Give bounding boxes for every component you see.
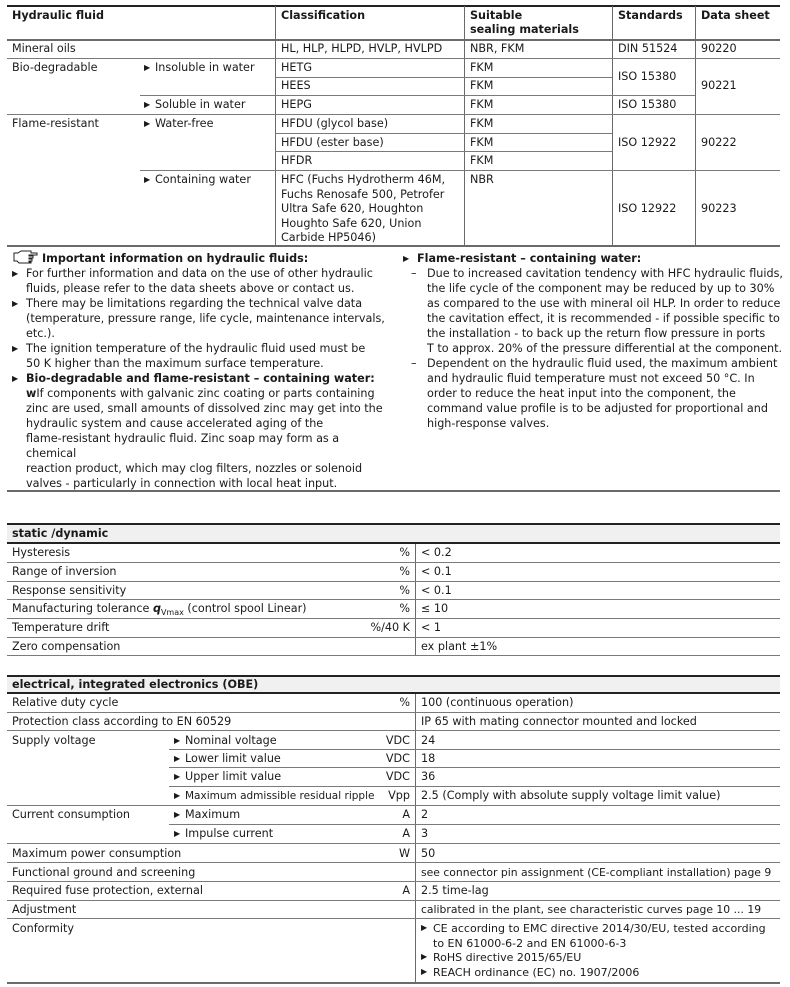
text-line: the installation - to back up the return flow pressure in ports [427,327,766,340]
arrow-icon: ▶ [174,754,181,763]
divider [275,133,612,134]
column-divider [275,6,276,246]
divider [7,843,780,844]
arrow-icon: ▶ [12,344,19,353]
row-unit: A [402,884,410,897]
text-line: Carbide HP5046) [281,231,377,244]
row-value: < 0.2 [421,546,452,559]
hfdu-ester-classification: HFDU (ester base) [281,136,384,149]
text-line: Containing water [155,173,251,186]
text-line: Lower limit value [185,752,281,765]
divider [7,490,780,492]
divider [7,655,780,656]
hepg-classification: HEPG [281,98,312,111]
row-value: 3 [421,827,429,840]
row-unit: Vpp [388,789,410,802]
divider [7,637,780,638]
arrow-icon: ▶ [403,254,410,263]
hfdr-classification: HFDR [281,154,313,167]
row-label: Current consumption [12,808,131,821]
text-line: flame-resistant hydraulic fluid. Zinc soap may form as a chemical [26,432,340,460]
hfdr-sealing: FKM [470,154,494,167]
text-line: the cavitation effect, it is recommended - if possible specific to [427,312,780,325]
row-label: Protection class according to EN 60529 [12,715,232,728]
arrow-icon: ▶ [421,966,428,976]
divider [7,918,780,919]
row-unit: VDC [385,734,410,747]
divider [7,982,780,984]
divider [169,749,780,750]
conformity-list [421,922,766,980]
row-value: 50 [421,847,436,860]
text-line: Impulse current [185,827,274,840]
hfc-classification [281,173,445,246]
text-line [421,966,766,981]
row-label: Required fuse protection, external [12,884,203,897]
row-value: ≤ 10 [421,602,449,615]
arrow-icon: ▶ [174,829,181,838]
text-line: Insoluble in water [155,61,255,74]
text-line: w [26,387,37,400]
row-value: see connector pin assignment (CE-compliant installation) page 9 [421,866,772,879]
row-mineral-oils: Mineral oils [12,42,76,55]
hepg-sealing: FKM [470,98,494,111]
text-line [26,386,392,401]
text-line: Fuchs Renosafe 500, Petrofer [281,187,445,201]
row-value: 2.5 time-lag [421,884,489,897]
hetg-sealing: FKM [470,61,494,74]
text-line: to EN 61000-6-2 and EN 61000-6-3 [433,936,627,950]
row-value: 100 (continuous operation) [421,696,574,709]
header-classification: Classification [281,9,366,22]
note-item [12,296,392,341]
note-item [12,266,392,296]
text-line [421,951,766,966]
text-line [14,251,37,263]
text-line: command value profile is to be adjusted for proportional and [427,402,768,415]
column-divider [464,6,465,246]
row-unit: % [399,696,410,709]
divider [7,618,780,619]
text-line: Upper limit value [185,770,282,783]
row-bio-degradable: Bio-degradable [12,61,98,74]
divider [169,767,780,768]
divider [7,58,780,59]
row-label: Conformity [12,922,74,935]
hetg-classification: HETG [281,61,312,74]
row-value: IP 65 with mating connector mounted and locked [421,715,697,728]
hfdu-glycol-sealing: FKM [470,117,494,130]
arrow-icon: ▶ [421,952,428,961]
row-value: 24 [421,734,436,747]
text-line: Manufacturing tolerance [12,602,153,615]
bio-insoluble-label [144,61,255,76]
divider [169,786,780,787]
text-line: Bio-degradable and flame-resistant – containing water: [26,372,375,385]
text-line: high-response valves. [427,417,550,430]
divider [275,151,612,152]
text-line: RoHS directive 2015/65/EU [433,951,582,964]
text-line: For further information and data on the use of other hydraulic [26,267,373,280]
row-value: < 0.1 [421,584,452,597]
row-label: Adjustment [12,903,77,916]
text-line: reaction product, which may clog filters, nozzles or solenoid [26,462,363,475]
text-line: zinc are used, small amounts of dissolved zinc may get into the [26,402,383,415]
text-line: Important information on hydraulic fluids: [42,252,309,265]
divider [275,77,612,78]
row-value: < 0.1 [421,565,452,578]
row-unit: % [399,565,410,578]
flame-water-label [144,173,251,188]
row-unit: % [399,602,410,615]
hfc-sheet: 90223 [701,202,737,215]
arrow-icon: ▶ [174,810,181,819]
text-line: Soluble in water [155,98,246,111]
sub-label [174,808,240,823]
text-line: (temperature, pressure range, life cycle, maintenance intervals, [26,312,385,325]
row-unit: % [399,546,410,559]
divider [7,114,780,115]
mineral-sheet: 90220 [701,42,737,55]
row-value: calibrated in the plant, see characteristic curves page 10 ... 19 [421,903,762,916]
column-divider [415,544,416,656]
header-sealing-2: sealing materials [470,23,579,36]
hees-classification: HEES [281,79,311,92]
text-line: Ultra Safe 620, Houghton [281,202,424,215]
text-line: valves - particularly in connection with local heat input. [26,477,338,490]
dash-icon: – [411,357,417,370]
row-label: Zero compensation [12,640,121,653]
row-unit: W [398,847,410,860]
text-line: If components with galvanic zinc coating or parts containing [36,387,375,400]
row-value: 2.5 (Comply with absolute supply voltage limit value) [421,789,721,802]
text-line: the life cycle of the component may be reduced by up to 30% [427,282,775,295]
arrow-icon: ▶ [12,299,19,308]
flame-waterfree-label [144,117,213,132]
text-line: HFC (Fuchs Hydrotherm 46M, [281,173,446,186]
note-item [12,341,392,371]
text-line: Nominal voltage [185,734,277,747]
divider [7,562,780,563]
arrow-icon: ▶ [144,119,151,128]
text-line: Water-free [155,117,214,130]
text-line: Dependent on the hydraulic fluid used, the maximum ambient [427,357,778,370]
section-title: static /dynamic [12,527,109,540]
row-label: Maximum power consumption [12,847,182,860]
bio-standard: ISO 15380 [618,70,677,83]
text-line: T to approx. 20% of the pressure differential at the component. [427,342,783,355]
row-flame-resistant: Flame-resistant [12,117,99,130]
column-divider [415,694,416,984]
row-unit: % [399,584,410,597]
text-line: CE according to EMC directive 2014/30/EU, tested according [433,922,766,935]
row-unit: A [402,827,410,840]
row-unit: %/40 K [370,621,410,634]
divider [7,5,780,7]
divider [7,712,780,713]
text-line: Maximum [185,808,241,821]
row-label: Response sensitivity [12,584,127,597]
header-hydraulic-fluid: Hydraulic fluid [12,9,104,22]
mineral-standard: DIN 51524 [618,42,678,55]
sub-label [174,734,277,749]
header-data-sheet: Data sheet [701,9,770,22]
waterfree-sheet: 90222 [701,136,737,149]
text-line: Maximum admissible residual ripple [185,790,375,802]
text-line: q [152,602,161,615]
text-line: order to reduce the heat input into the component, the [427,387,736,400]
divider [7,39,780,41]
text-line: and hydraulic fluid temperature must not exceed 50 °C. In [427,372,755,385]
text-line: Due to increased cavitation tendency with HFC hydraulic fluids, [427,267,783,280]
mineral-sealing: NBR, FKM [470,42,525,55]
divider [7,730,780,731]
waterfree-standard: ISO 12922 [618,136,677,149]
hfdu-glycol-classification: HFDU (glycol base) [281,117,389,130]
divider [140,170,780,171]
row-value: ex plant ±1% [421,640,498,653]
dash-icon: – [411,267,417,280]
arrow-icon: ▶ [144,63,151,72]
notes-title [12,251,392,266]
text-line: etc.). [26,327,55,340]
hfc-standard: ISO 12922 [618,202,677,215]
sub-label [174,770,281,785]
text-line [12,251,392,491]
note-subitem [403,266,788,356]
text-line: as compared to the use with mineral oil HLP. In order to reduce [427,297,781,310]
divider [7,862,780,863]
row-unit: VDC [385,752,410,765]
note-subitem [403,356,788,431]
divider [7,542,780,544]
bio-soluble-label [144,98,245,113]
divider [7,599,780,600]
row-label: Functional ground and screening [12,866,196,879]
text-line: REACH ordinance (EC) no. 1907/2006 [433,965,640,979]
arrow-icon: ▶ [174,791,181,800]
note-item [12,371,392,491]
hfc-sealing: NBR [470,173,494,186]
header-sealing-1: Suitable [470,9,523,22]
section-title: electrical, integrated electronics (OBE) [12,678,259,691]
text-line: There may be limitations regarding the technical valve data [26,297,363,310]
row-label: Supply voltage [12,734,96,747]
header-standards: Standards [618,9,683,22]
bio-sheet: 90221 [701,79,737,92]
mineral-classification: HL, HLP, HLPD, HVLP, HVLPD [281,42,443,55]
text-line: hydraulic system and cause accelerated aging of the [26,417,324,430]
row-value: < 1 [421,621,442,634]
arrow-icon: ▶ [421,923,428,932]
row-label: Temperature drift [12,621,110,634]
divider [7,881,780,882]
sub-label [174,752,281,767]
row-unit: A [402,808,410,821]
text-line [7,525,780,542]
text-line [421,922,766,951]
row-label: Relative duty cycle [12,696,119,709]
row-unit: VDC [385,770,410,783]
text-line [403,251,788,431]
column-divider [695,6,696,246]
text-line: fluids, please refer to the data sheets above or contact us. [26,282,355,295]
divider [7,245,780,247]
divider [7,805,780,806]
divider [7,581,780,582]
hfdu-ester-sealing: FKM [470,136,494,149]
divider [7,692,780,694]
divider [140,95,695,96]
text-line: Vmax [160,608,184,618]
arrow-icon: ▶ [12,269,19,278]
text-line [12,249,40,265]
text-line: The ignition temperature of the hydraulic fluid used must be [26,342,366,355]
arrow-icon: ▶ [12,374,19,383]
hees-sealing: FKM [470,79,494,92]
arrow-icon: ▶ [174,772,181,781]
row-value: 2 [421,808,429,821]
row-label: Range of inversion [12,565,117,578]
column-divider [612,6,613,246]
arrow-icon: ▶ [144,100,151,109]
text-line: Flame-resistant – containing water: [417,252,642,265]
hepg-standard: ISO 15380 [618,98,677,111]
arrow-icon: ▶ [174,736,181,745]
row-value: 18 [421,752,436,765]
text-line: 50 K higher than the maximum surface temperature. [26,357,324,370]
notes-right-title [403,251,788,266]
arrow-icon: ▶ [144,175,151,184]
divider [7,900,780,901]
row-label: Hysteresis [12,546,71,559]
sub-label [174,827,273,842]
row-value: 36 [421,770,436,783]
divider [169,824,780,825]
text-line: Houghto Safe 620, Union [281,216,422,230]
text-line: (control spool Linear) [183,602,307,615]
